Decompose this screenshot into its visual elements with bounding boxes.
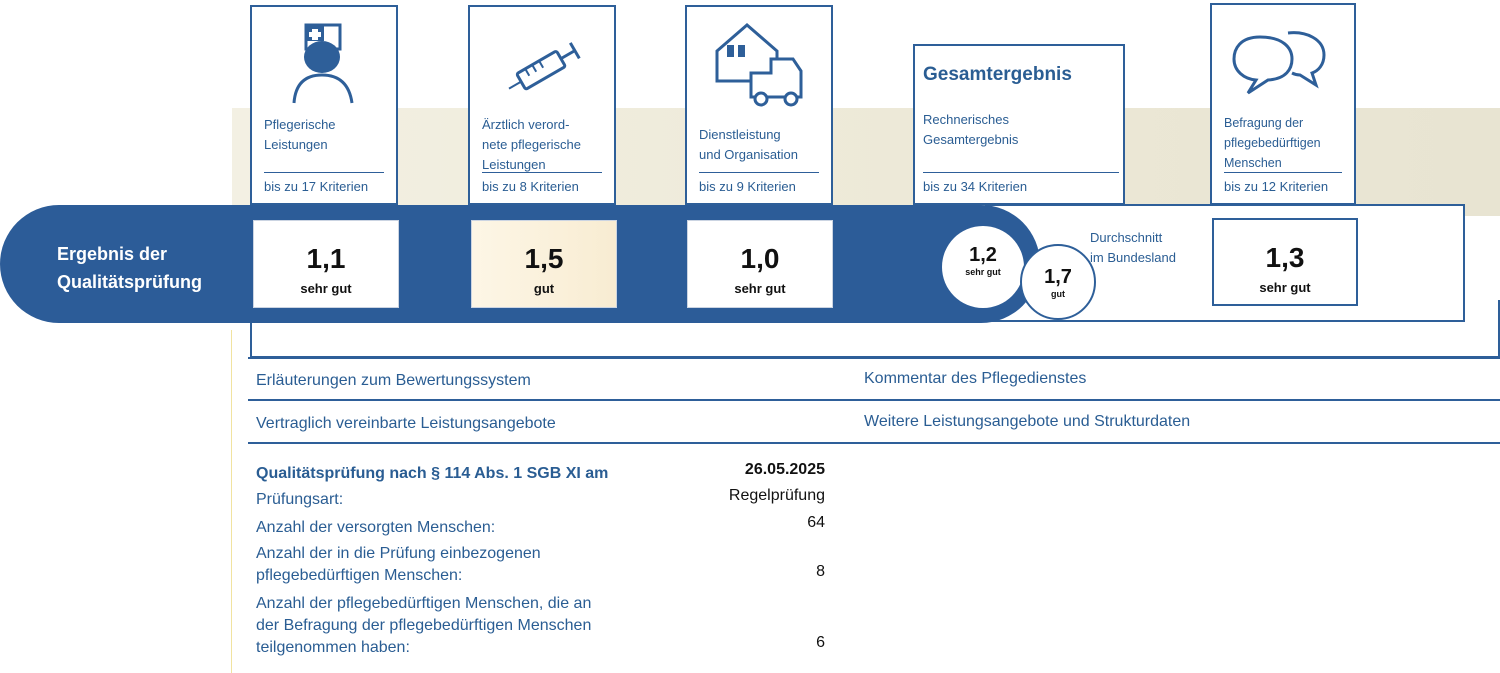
info-label: Anzahl der pflegebedürftigen Menschen, die an der Befragung der pflegebedürftigen Menschen teilgenommen haben:: [256, 595, 592, 656]
card-caption: Ärztlich verord- nete pflegerische Leistungen: [482, 117, 582, 172]
grade-box-nursing: [253, 220, 399, 308]
card-title: Gesamtergebnis: [923, 64, 1072, 85]
grade-text: sehr gut: [965, 267, 1001, 277]
divider: [248, 399, 1500, 401]
link-contracted-services[interactable]: Vertraglich vereinbarte Leistungsangebote: [256, 415, 556, 432]
grade-value: 1,7: [1044, 266, 1072, 288]
grade-value: 1,2: [969, 244, 997, 266]
card-caption: Rechnerisches Gesamtergebnis: [923, 112, 1019, 147]
grade-value: 1,3: [1265, 242, 1305, 273]
card-service-organisation: [685, 5, 833, 205]
info-value: 6: [816, 634, 825, 651]
card-criteria: bis zu 34 Kriterien: [923, 172, 1119, 203]
grade-value: 1,0: [740, 243, 780, 274]
info-label: Anzahl der versorgten Menschen:: [256, 519, 496, 536]
speech-bubbles-icon: [1230, 27, 1330, 95]
card-criteria: bis zu 12 Kriterien: [1224, 172, 1342, 203]
grade-box-medical: [471, 220, 617, 308]
grade-text: sehr gut: [300, 281, 352, 296]
overall-grade-circle: [942, 226, 1024, 308]
card-criteria: bis zu 9 Kriterien: [699, 172, 819, 203]
divider: [248, 442, 1500, 444]
info-value: 8: [816, 563, 825, 580]
card-nursing-services: [250, 5, 398, 205]
card-overall-result: [913, 44, 1125, 205]
info-label: Anzahl der in die Prüfung einbezogenen pflegebedürftigen Menschen:: [256, 545, 541, 584]
syringe-icon: [500, 37, 590, 102]
state-average-circle: [1020, 244, 1096, 320]
grade-box-survey: [1212, 218, 1358, 306]
info-label: Prüfungsart:: [256, 491, 344, 508]
house-van-icon: [713, 21, 809, 111]
margin-line: [231, 330, 232, 673]
grade-value: 1,5: [524, 243, 564, 274]
grade-text: gut: [533, 281, 555, 296]
link-care-service-comment[interactable]: Kommentar des Pflegedienstes: [864, 370, 1087, 387]
band-label: Ergebnis der Qualitätsprüfung: [57, 244, 202, 292]
card-caption: Dienstleistung und Organisation: [699, 127, 799, 162]
card-caption: Befragung der pflegebedürftigen Menschen: [1224, 116, 1321, 170]
divider: [248, 357, 1500, 359]
grade-box-organisation: [687, 220, 833, 308]
card-medical-services: [468, 5, 616, 205]
link-rating-system[interactable]: Erläuterungen zum Bewertungssystem: [256, 372, 531, 389]
info-value: Regelprüfung: [728, 487, 825, 504]
info-title: Qualitätsprüfung nach § 114 Abs. 1 SGB XI am: [256, 465, 609, 482]
nurse-icon: [292, 19, 360, 105]
grade-value: 1,1: [306, 243, 346, 274]
grade-text: gut: [1051, 289, 1065, 299]
state-average-label: Durchschnitt im Bundesland: [1090, 230, 1176, 265]
info-value: 64: [807, 514, 825, 531]
inspection-date: 26.05.2025: [744, 461, 825, 478]
grade-text: sehr gut: [1259, 280, 1311, 295]
card-criteria: bis zu 8 Kriterien: [482, 172, 602, 203]
card-caption: Pflegerische Leistungen: [264, 117, 336, 152]
card-survey: [1210, 3, 1356, 205]
link-further-services[interactable]: Weitere Leistungsangebote und Strukturdaten: [864, 413, 1191, 430]
grade-text: sehr gut: [734, 281, 786, 296]
card-criteria: bis zu 17 Kriterien: [264, 172, 384, 203]
